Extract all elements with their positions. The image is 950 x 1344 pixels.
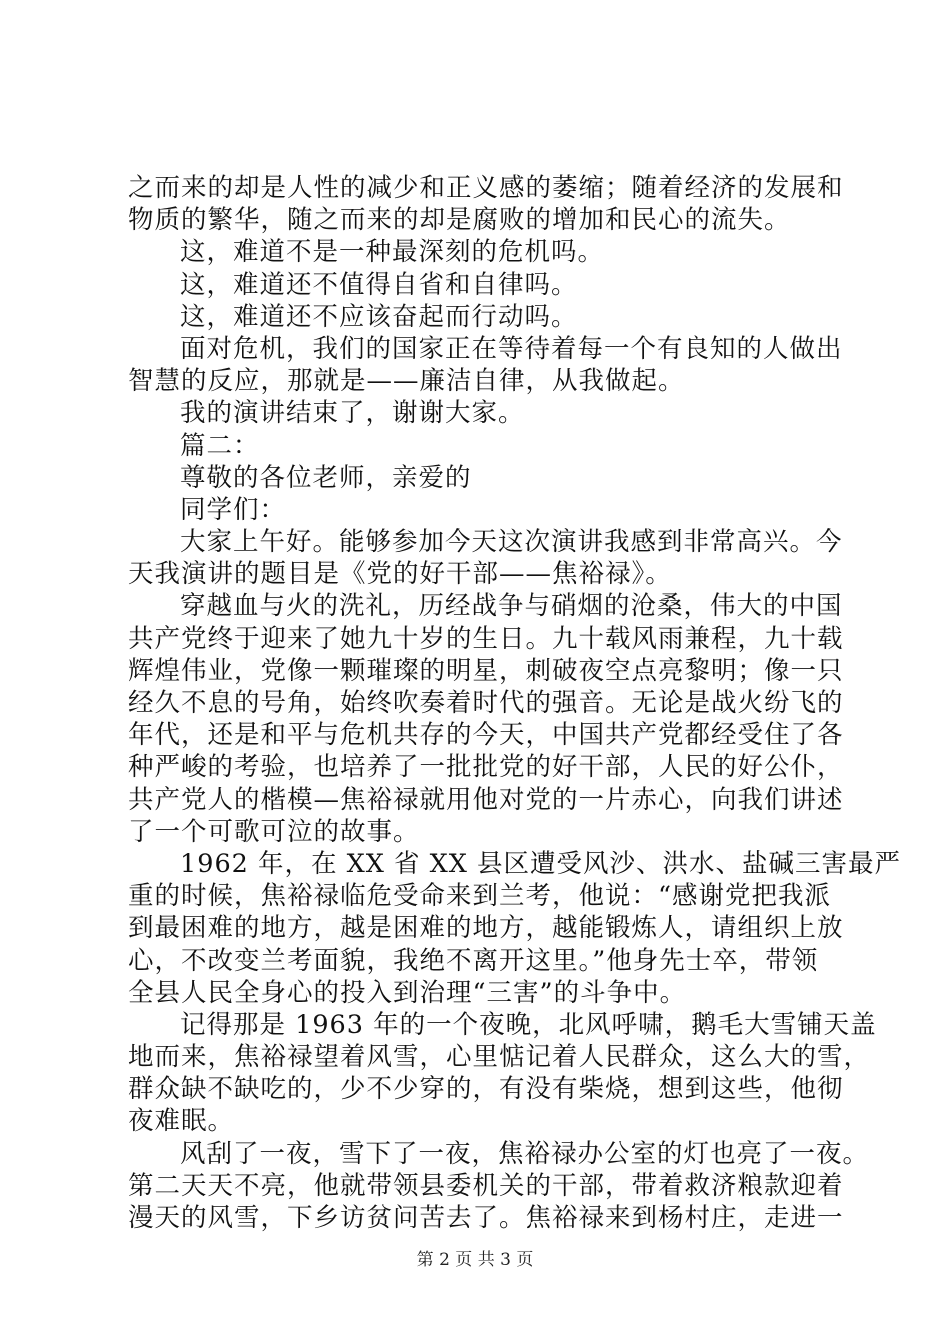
text-line: 智慧的反应，那就是——廉洁自律，从我做起。 — [128, 366, 685, 397]
text-line: 我的演讲结束了，谢谢大家。 — [180, 398, 525, 429]
text-line: 第二天天不亮，他就带领县委机关的干部，带着救济粮款迎着 — [128, 1170, 844, 1201]
text-line: 年代，还是和平与危机共存的今天，中国共产党都经受住了各 — [128, 720, 844, 751]
text-line: 辉煌伟业，党像一颗璀璨的明星，刺破夜空点亮黎明；像一只 — [128, 655, 844, 686]
document-body — [128, 172, 902, 1234]
text-line: 面对危机，我们的国家正在等待着每一个有良知的人做出 — [180, 333, 843, 364]
text-line: 了一个可歌可泣的故事。 — [128, 816, 420, 847]
text-line: 风刮了一夜，雪下了一夜，焦裕禄办公室的灯也亮了一夜。 — [180, 1138, 870, 1169]
text-line: 夜难眠。 — [128, 1106, 235, 1137]
text-line: 篇二： — [180, 430, 260, 461]
text-line: 漫天的风雪，下乡访贫问苦去了。焦裕禄来到杨村庄，走进一 — [128, 1203, 844, 1233]
text-line: 心，不改变兰考面貌，我绝不离开这里。”他身先士卒，带领 — [128, 945, 819, 976]
text-line: 共产党人的楷模—焦裕禄就用他对党的一片赤心，向我们讲述 — [128, 784, 844, 815]
text-line: 同学们： — [180, 494, 287, 525]
text-line: 之而来的却是人性的减少和正义感的萎缩；随着经济的发展和 — [128, 173, 844, 203]
page-footer: 第 2 页 共 3 页 — [416, 1250, 534, 1270]
text-line: 记得那是 1963 年的一个夜晚，北风呼啸，鹅毛大雪铺天盖 — [180, 1009, 877, 1040]
text-line: 尊敬的各位老师，亲爱的 — [180, 462, 472, 493]
text-line: 全县人民全身心的投入到治理“三害”的斗争中。 — [128, 977, 687, 1008]
text-line: 种严峻的考验，也培养了一批批党的好干部，人民的好公仆， — [128, 752, 844, 783]
text-line: 大家上午好。能够参加今天这次演讲我感到非常高兴。今 — [180, 527, 843, 558]
text-line: 到最困难的地方，越是困难的地方，越能锻炼人，请组织上放 — [128, 913, 844, 944]
text-line: 这，难道还不应该奋起而行动吗。 — [180, 301, 578, 332]
text-line: 群众缺不缺吃的，少不少穿的，有没有柴烧，想到这些，他彻 — [128, 1074, 844, 1105]
text-line: 穿越血与火的洗礼，历经战争与硝烟的沧桑，伟大的中国 — [180, 591, 843, 622]
text-line: 地而来，焦裕禄望着风雪，心里惦记着人民群众，这么大的雪， — [128, 1042, 871, 1073]
text-line: 重的时候，焦裕禄临危受命来到兰考，他说：“感谢党把我派 — [128, 881, 832, 912]
text-line: 天我演讲的题目是《党的好干部——焦裕禄》。 — [128, 559, 672, 590]
text-line: 这，难道不是一种最深刻的危机吗。 — [180, 237, 605, 268]
text-line: 1962 年，在 XX 省 XX 县区遭受风沙、洪水、盐碱三害最严 — [180, 848, 902, 879]
text-line: 共产党终于迎来了她九十岁的生日。九十载风雨兼程，九十载 — [128, 623, 844, 654]
text-line: 这，难道还不值得自省和自律吗。 — [180, 269, 578, 300]
text-line: 物质的繁华，随之而来的却是腐败的增加和民心的流失。 — [128, 205, 791, 236]
text-line: 经久不息的号角，始终吹奏着时代的强音。无论是战火纷飞的 — [128, 688, 844, 718]
